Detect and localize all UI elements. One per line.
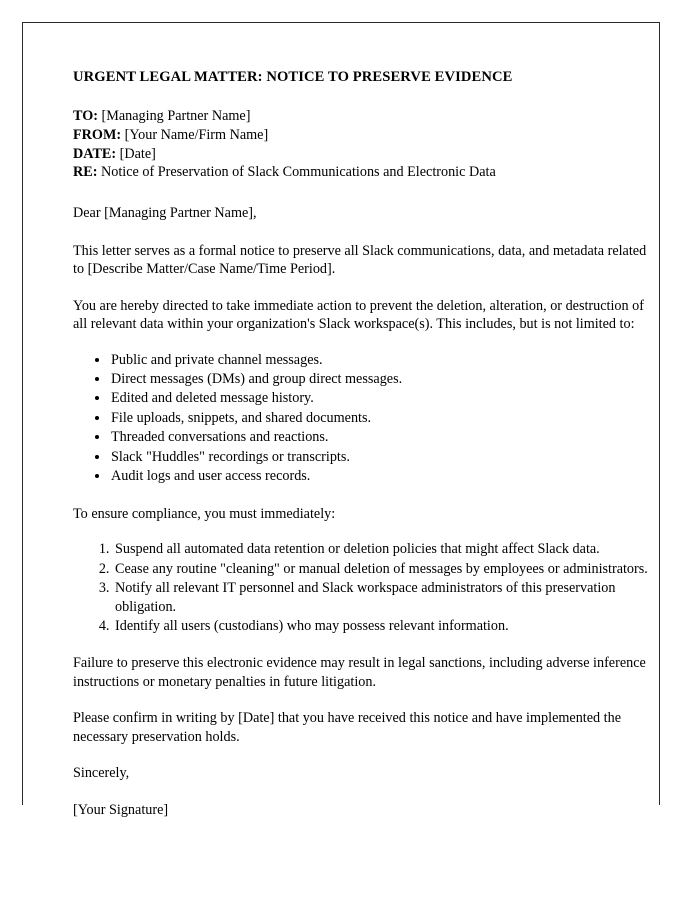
document-body <box>73 69 659 819</box>
letter-header-block <box>73 107 659 183</box>
confirmation-paragraph: Please confirm in writing by [Date] that you have received this notice and have implemented the necessary preservation holds. <box>73 710 622 745</box>
meta-line-date <box>73 145 659 164</box>
list-item: 4. Identify all users (custodians) who may possess relevant information. <box>113 617 659 635</box>
list-item: • Public and private channel messages. <box>110 351 659 369</box>
meta-label-from: FROM: <box>73 126 122 143</box>
intro-paragraph: This letter serves as a formal notice to preserve all Slack communications, data, and metadata related to [Describe Matter/Case Name/Time Period]. <box>73 242 647 278</box>
list-item: • File uploads, snippets, and shared documents. <box>110 409 659 427</box>
compliance-lead-in: To ensure compliance, you must immediately: <box>73 505 336 522</box>
meta-value-re: Notice of Preservation of Slack Communications and Electronic Data <box>100 164 496 181</box>
salutation: Dear [Managing Partner Name], <box>73 205 257 222</box>
closing-salutation: Sincerely, <box>73 765 130 782</box>
document-title: URGENT LEGAL MATTER: NOTICE TO PRESERVE EVIDENCE <box>73 69 513 85</box>
meta-value-date: [Date] <box>119 145 156 162</box>
meta-line-from <box>73 126 659 145</box>
list-item: 2. Cease any routine "cleaning" or manual deletion of messages by employees or administrators. <box>113 560 659 578</box>
meta-label-to: TO: <box>73 107 98 124</box>
list-item: • Slack "Huddles" recordings or transcripts. <box>110 448 659 466</box>
directive-paragraph: You are hereby directed to take immediate action to prevent the deletion, alteration, or destruction of all relevant data within your organization's Slack workspace(s). This includes, but is not limited to: <box>73 297 644 333</box>
meta-value-from: [Your Name/Firm Name] <box>124 126 269 143</box>
warning-paragraph: Failure to preserve this electronic evidence may result in legal sanctions, including adverse inference instructions or monetary penalties in future litigation. <box>73 655 646 690</box>
list-item: • Threaded conversations and reactions. <box>110 428 659 446</box>
compliance-steps-list <box>73 540 659 635</box>
document-page-frame <box>22 22 660 818</box>
signature-placeholder: [Your Signature] <box>73 801 169 818</box>
list-item: 3. Notify all relevant IT personnel and Slack workspace administrators of this preservation obligation. <box>113 579 659 616</box>
list-item: • Edited and deleted message history. <box>110 389 659 407</box>
meta-label-re: RE: <box>73 164 98 181</box>
meta-line-re <box>73 163 659 182</box>
list-item: 1. Suspend all automated data retention or deletion policies that might affect Slack data. <box>113 540 659 558</box>
list-item: • Direct messages (DMs) and group direct messages. <box>110 370 659 388</box>
preserve-items-list <box>73 351 659 486</box>
list-item: • Audit logs and user access records. <box>110 467 659 485</box>
meta-value-to: [Managing Partner Name] <box>101 107 251 124</box>
meta-label-date: DATE: <box>73 145 117 162</box>
meta-line-to <box>73 107 659 126</box>
